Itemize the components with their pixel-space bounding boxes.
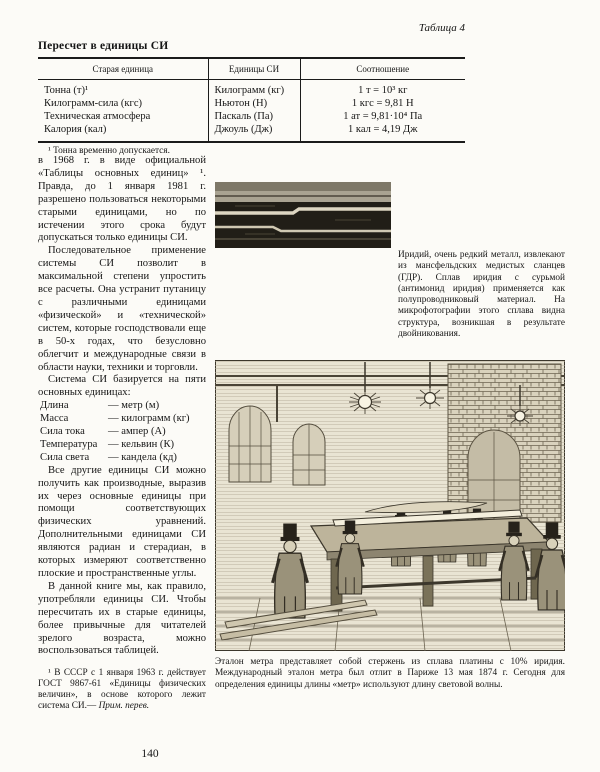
paragraph: Система СИ базируется на пяти основных единицах: xyxy=(38,374,206,399)
unit-value: — килограмм (кг) xyxy=(108,413,190,425)
cell-relation: 1 кал = 4,19 Дж xyxy=(300,123,465,142)
unit-quantity: Температура xyxy=(40,438,98,450)
table-title: Пересчет в единицы СИ xyxy=(38,40,169,52)
unit-row xyxy=(40,413,206,426)
column-header-relation: Соотношение xyxy=(300,58,465,80)
meter-standard-engraving-image xyxy=(215,360,565,651)
paragraph: Все другие единицы СИ можно получить как производные, выразив их через основные единицы при помощи соответствующих физических уравнений. Дополнительными единицами СИ являются радиан и стерадиан, в которых измеряют соответственно плоские и пространственные углы. xyxy=(38,464,206,579)
footnote-text: ¹ В СССР с 1 января 1963 г. действует ГОСТ 9867-61 «Единицы физических величин», в основе которого лежит система СИ.— xyxy=(38,668,206,712)
cell-si-unit: Ньютон (Н) xyxy=(208,97,300,110)
unit-value: — метр (м) xyxy=(108,400,160,412)
meter-standard-engraving xyxy=(215,360,565,651)
unit-row xyxy=(40,439,206,452)
column-header-si-unit: Единицы СИ xyxy=(208,58,300,80)
unit-row xyxy=(40,452,206,465)
table-row xyxy=(38,80,465,98)
unit-quantity: Длина xyxy=(40,400,69,412)
body-text-column xyxy=(38,155,206,712)
si-units-table xyxy=(38,57,465,143)
cell-old-unit: Техническая атмосфера xyxy=(44,111,151,122)
iridium-microphotograph xyxy=(215,182,391,248)
cell-si-unit: Килограмм (кг) xyxy=(208,80,300,98)
cell-old-unit: Килограмм-сила (кгс) xyxy=(44,98,142,109)
cell-old-unit: Калория (кал) xyxy=(44,124,107,135)
paragraph: в 1968 г. в виде официальной «Таблицы основных единиц» ¹. Правда, до 1 января 1981 г. разрешено пользоваться некоторыми старыми единицами, но по истечении этого срока будут допускаться только единицы СИ. xyxy=(38,155,206,244)
table-row xyxy=(38,110,465,123)
table-footnote: ¹ Тонна временно допускается. xyxy=(48,146,170,156)
unit-value: — ампер (А) xyxy=(108,426,166,438)
table-row xyxy=(38,123,465,142)
conversion-table-block xyxy=(38,40,465,156)
unit-value: — кельвин (К) xyxy=(108,438,175,450)
cell-relation: 1 кгс = 9,81 Н xyxy=(300,97,465,110)
unit-quantity: Сила тока xyxy=(40,426,85,438)
unit-row xyxy=(40,426,206,439)
table-number-label: Таблица 4 xyxy=(418,22,465,34)
translator-footnote xyxy=(38,668,206,712)
paragraph: Последовательное применение системы СИ позволит в максимальной степени упростить все расчеты. Она устранит путаницу с различными единицами «физической» и «технической» систем, которые господствовали еще в 50-х годах, что безусловно облегчит и международные связи в области науки, техники и торговли. xyxy=(38,245,206,373)
unit-value: — кандела (кд) xyxy=(108,451,177,463)
column-header-old-unit: Старая единица xyxy=(38,58,208,80)
unit-quantity: Масса xyxy=(40,413,69,425)
iridium-caption: Иридий, очень редкий металл, извлекают из мансфельдских медистых сланцев (ГДР). Сплав иридия с сурьмой (антимонид иридия) применяется как полупроводниковый материал. На микрофотографии этого сплава видна структура, возникшая в результате двойникования. xyxy=(398,250,565,340)
cell-si-unit: Паскаль (Па) xyxy=(208,110,300,123)
table-header-row xyxy=(38,58,465,80)
unit-row xyxy=(40,400,206,413)
cell-si-unit: Джоуль (Дж) xyxy=(208,123,300,142)
base-units-list xyxy=(40,400,206,465)
footnote-source: Прим. перев. xyxy=(98,701,150,712)
cell-old-unit: Тонна (т)¹ xyxy=(44,85,89,96)
cell-relation: 1 т = 10³ кг xyxy=(300,80,465,98)
table-row xyxy=(38,97,465,110)
cell-relation: 1 ат = 9,81·10⁴ Па xyxy=(300,110,465,123)
meter-caption: Эталон метра представляет собой стержень из сплава платины с 10% иридия. Международный эталон метра был отлит в Париже 13 мая 1874 г. Сегодня для определения единицы длины «метр» используют длину световой волны. xyxy=(215,657,565,690)
iridium-microphotograph-image xyxy=(215,182,391,248)
unit-quantity: Сила света xyxy=(40,451,90,463)
paragraph: В данной книге мы, как правило, употребляли единицы СИ. Чтобы пересчитать их в старые единицы, более привычные для читателей зрелого возраста, можно воспользоваться таблицей. xyxy=(38,580,206,657)
page-number: 140 xyxy=(141,748,159,760)
